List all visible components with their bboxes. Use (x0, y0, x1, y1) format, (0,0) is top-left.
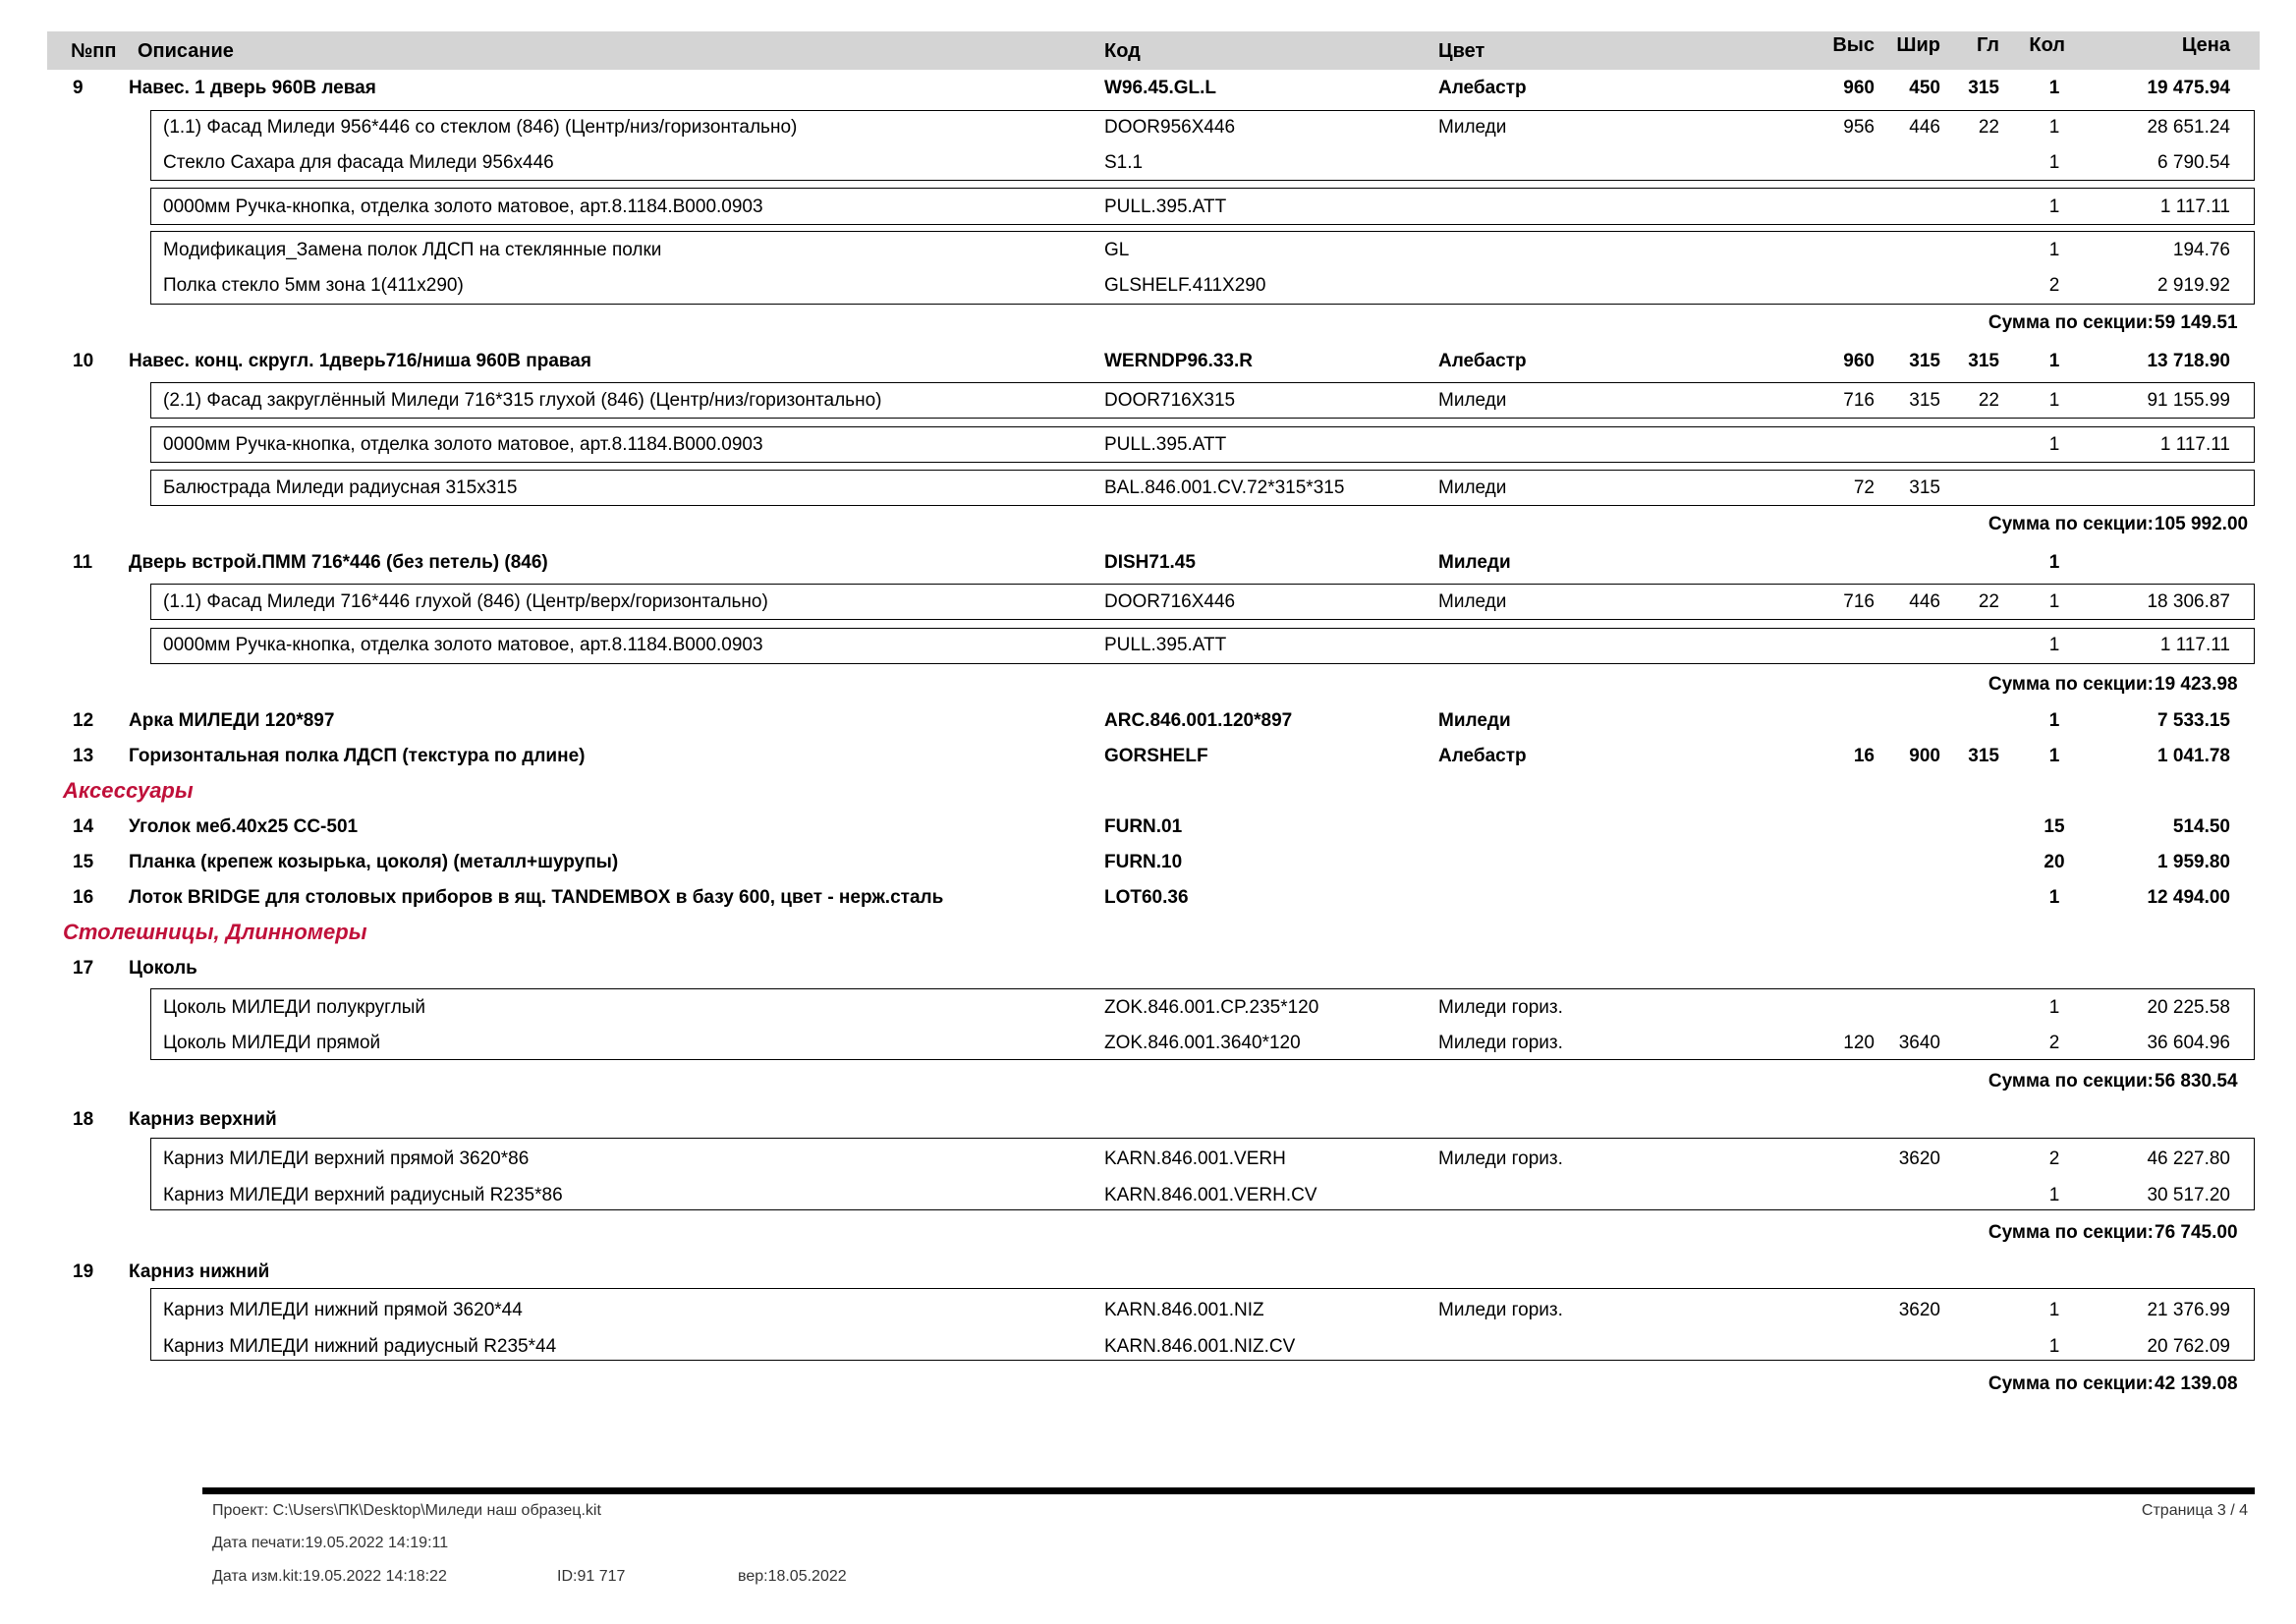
cell-d: 315 (1968, 78, 1999, 98)
cell-price: 91 155.99 (2147, 390, 2230, 411)
cell-desc: 0000мм Ручка-кнопка, отделка золото матовое, арт.8.1184.B000.0903 (163, 196, 763, 217)
sub-item-group-frame (150, 1138, 2255, 1210)
footer-page-number: Страница 3 / 4 (2141, 1502, 2248, 1519)
sub-item-group-frame (150, 231, 2255, 305)
cell-price: 28 651.24 (2147, 117, 2230, 138)
cell-h: 960 (1843, 351, 1875, 371)
cell-qty: 20 (2044, 852, 2065, 872)
cell-w: 900 (1909, 746, 1940, 766)
sub-item-group-frame (150, 382, 2255, 419)
footer-kit-date: Дата изм.kit:19.05.2022 14:18:22 (212, 1568, 447, 1585)
cell-desc: Балюстрада Миледи радиусная 315х315 (163, 477, 518, 498)
cell-code: KARN.846.001.VERH.CV (1104, 1185, 1317, 1205)
cell-qty: 1 (2048, 78, 2060, 98)
cell-num: 9 (73, 78, 84, 98)
cell-qty: 1 (2048, 710, 2060, 731)
section-sum-label: Сумма по секции: (1988, 514, 2154, 534)
cell-color: Миледи гориз. (1438, 997, 1563, 1018)
section-sum-label: Сумма по секции: (1988, 1222, 2154, 1243)
cell-desc: Модификация_Замена полок ЛДСП на стеклянные полки (163, 240, 662, 260)
cell-qty: 1 (2048, 591, 2060, 612)
cell-num: 10 (73, 351, 94, 371)
cell-qty: 1 (2048, 240, 2060, 260)
cell-num: 13 (73, 746, 94, 766)
cell-qty: 2 (2048, 1033, 2060, 1053)
sub-item-group-frame (150, 584, 2255, 620)
section-sum-label: Сумма по секции: (1988, 312, 2154, 333)
cell-qty: 2 (2048, 1148, 2060, 1169)
cell-d: 315 (1968, 351, 1999, 371)
cell-desc: Дверь встрой.ПММ 716*446 (без петель) (846) (129, 552, 548, 573)
cell-num: 15 (73, 852, 94, 872)
cell-w: 450 (1909, 78, 1940, 98)
header-price: Цена (2181, 34, 2230, 56)
cell-w: 3620 (1898, 1300, 1940, 1320)
cell-desc: Полка стекло 5мм зона 1(411х290) (163, 275, 464, 296)
cell-color: Миледи гориз. (1438, 1033, 1563, 1053)
cell-qty: 1 (2048, 1185, 2060, 1205)
cell-num: 17 (73, 958, 94, 979)
cell-code: ZOK.846.001.3640*120 (1104, 1033, 1301, 1053)
sub-item-group-frame (150, 628, 2255, 664)
cell-code: GL (1104, 240, 1130, 260)
section-heading: Столешницы, Длинномеры (63, 920, 367, 944)
sub-item-group-frame (150, 426, 2255, 463)
cell-desc: Стекло Сахара для фасада Миледи 956х446 (163, 152, 554, 173)
cell-color: Миледи (1438, 552, 1511, 573)
cell-code: KARN.846.001.NIZ.CV (1104, 1336, 1296, 1357)
cell-price: 36 604.96 (2147, 1033, 2230, 1053)
cell-qty: 1 (2048, 1300, 2060, 1320)
cell-color: Миледи (1438, 710, 1511, 731)
cell-h: 960 (1843, 78, 1875, 98)
cell-w: 315 (1909, 351, 1940, 371)
sub-item-group-frame (150, 110, 2255, 181)
cell-color: Миледи (1438, 591, 1507, 612)
cell-color: Миледи (1438, 117, 1507, 138)
header-qty: Кол (2029, 34, 2065, 56)
cell-code: LOT60.36 (1104, 887, 1189, 908)
cell-qty: 1 (2048, 887, 2060, 908)
cell-price: 1 959.80 (2157, 852, 2230, 872)
cell-d: 22 (1978, 117, 1999, 138)
cell-w: 3620 (1898, 1148, 1940, 1169)
section-sum-value: 76 745.00 (2155, 1222, 2238, 1243)
header-height: Выс (1832, 34, 1875, 56)
cell-w: 315 (1909, 477, 1940, 498)
cell-qty: 1 (2048, 351, 2060, 371)
cell-code: ZOK.846.001.CP.235*120 (1104, 997, 1319, 1018)
cell-desc: (1.1) Фасад Миледи 956*446 со стеклом (846) (Центр/низ/горизонтально) (163, 117, 798, 138)
cell-code: FURN.10 (1104, 852, 1183, 872)
cell-price: 13 718.90 (2147, 351, 2230, 371)
cell-qty: 1 (2048, 390, 2060, 411)
cell-price: 514.50 (2172, 816, 2230, 837)
section-sum-label: Сумма по секции: (1988, 1071, 2154, 1092)
cell-desc: Карниз МИЛЕДИ верхний радиусный R235*86 (163, 1185, 563, 1205)
cell-price: 20 762.09 (2147, 1336, 2230, 1357)
cell-code: DOOR716X315 (1104, 390, 1236, 411)
cell-w: 3640 (1898, 1033, 1940, 1053)
cell-num: 18 (73, 1109, 94, 1130)
cell-price: 18 306.87 (2147, 591, 2230, 612)
cell-color: Миледи гориз. (1438, 1148, 1563, 1169)
cell-code: DOOR956X446 (1104, 117, 1236, 138)
cell-price: 46 227.80 (2147, 1148, 2230, 1169)
footer-divider (202, 1487, 2255, 1494)
header-description: Описание (138, 40, 234, 62)
cell-desc: Цоколь МИЛЕДИ полукруглый (163, 997, 426, 1018)
cell-desc: 0000мм Ручка-кнопка, отделка золото матовое, арт.8.1184.B000.0903 (163, 434, 763, 455)
footer-project: Проект: C:\Users\ПК\Desktop\Миледи наш образец.kit (212, 1502, 601, 1519)
cell-color: Миледи гориз. (1438, 1300, 1563, 1320)
cell-h: 16 (1853, 746, 1875, 766)
cell-desc: Уголок меб.40х25 СС-501 (129, 816, 359, 837)
cell-num: 19 (73, 1261, 94, 1282)
cell-desc: Цоколь (129, 958, 197, 979)
cell-h: 120 (1843, 1033, 1875, 1053)
cell-qty: 1 (2048, 552, 2060, 573)
footer-print-date: Дата печати:19.05.2022 14:19:11 (212, 1535, 449, 1551)
cell-price: 1 117.11 (2159, 196, 2230, 217)
cell-code: BAL.846.001.CV.72*315*315 (1104, 477, 1345, 498)
cell-h: 72 (1853, 477, 1875, 498)
section-sum-value: 19 423.98 (2155, 674, 2238, 695)
cell-color: Миледи (1438, 390, 1507, 411)
cell-num: 11 (73, 552, 93, 573)
cell-code: W96.45.GL.L (1104, 78, 1217, 98)
footer-version: вер:18.05.2022 (738, 1568, 847, 1585)
header-color: Цвет (1438, 40, 1485, 62)
cell-code: ARC.846.001.120*897 (1104, 710, 1293, 731)
cell-code: FURN.01 (1104, 816, 1183, 837)
cell-num: 14 (73, 816, 94, 837)
cell-qty: 1 (2048, 434, 2060, 455)
cell-desc: Карниз нижний (129, 1261, 270, 1282)
cell-desc: Карниз МИЛЕДИ верхний прямой 3620*86 (163, 1148, 530, 1169)
cell-code: KARN.846.001.VERH (1104, 1148, 1286, 1169)
header-depth: Гл (1976, 34, 1999, 56)
cell-code: PULL.395.ATT (1104, 635, 1227, 655)
cell-code: PULL.395.ATT (1104, 434, 1227, 455)
cell-code: WERNDP96.33.R (1104, 351, 1253, 371)
header-width: Шир (1896, 34, 1940, 56)
cell-color: Алебастр (1438, 351, 1527, 371)
cell-desc: Цоколь МИЛЕДИ прямой (163, 1033, 381, 1053)
cell-price: 20 225.58 (2147, 997, 2230, 1018)
cell-price: 21 376.99 (2147, 1300, 2230, 1320)
cell-code: S1.1 (1104, 152, 1144, 173)
section-sum-value: 42 139.08 (2155, 1373, 2238, 1394)
cell-desc: Карниз МИЛЕДИ нижний прямой 3620*44 (163, 1300, 523, 1320)
header-num: №пп (71, 40, 117, 62)
cell-qty: 1 (2048, 196, 2060, 217)
cell-qty: 1 (2048, 1336, 2060, 1357)
section-sum-label: Сумма по секции: (1988, 1373, 2154, 1394)
cell-code: DISH71.45 (1104, 552, 1196, 573)
header-code: Код (1104, 40, 1141, 62)
footer-id: ID:91 717 (557, 1568, 626, 1585)
cell-price: 12 494.00 (2147, 887, 2230, 908)
cell-desc: Навес. конц. скругл. 1дверь716/ниша 960В правая (129, 351, 591, 371)
cell-num: 12 (73, 710, 94, 731)
cell-qty: 1 (2048, 635, 2060, 655)
cell-price: 1 117.11 (2159, 434, 2230, 455)
cell-desc: Арка МИЛЕДИ 120*897 (129, 710, 335, 731)
sub-item-group-frame (150, 988, 2255, 1060)
sub-item-group-frame (150, 470, 2255, 506)
cell-num: 16 (73, 887, 94, 908)
cell-w: 315 (1909, 390, 1940, 411)
cell-desc: (1.1) Фасад Миледи 716*446 глухой (846) (Центр/верх/горизонтально) (163, 591, 768, 612)
cell-color: Алебастр (1438, 78, 1527, 98)
cell-desc: 0000мм Ручка-кнопка, отделка золото матовое, арт.8.1184.B000.0903 (163, 635, 763, 655)
cell-desc: Горизонтальная полка ЛДСП (текстура по длине) (129, 746, 586, 766)
section-sum-value: 105 992.00 (2155, 514, 2249, 534)
cell-qty: 2 (2048, 275, 2060, 296)
cell-d: 22 (1978, 390, 1999, 411)
cell-qty: 1 (2048, 997, 2060, 1018)
cell-d: 22 (1978, 591, 1999, 612)
cell-color: Миледи (1438, 477, 1507, 498)
cell-h: 956 (1843, 117, 1875, 138)
cell-desc: Карниз МИЛЕДИ нижний радиусный R235*44 (163, 1336, 557, 1357)
cell-price: 194.76 (2172, 240, 2230, 260)
cell-price: 7 533.15 (2157, 710, 2230, 731)
section-heading: Аксессуары (63, 778, 194, 803)
cell-desc: Карниз верхний (129, 1109, 277, 1130)
cell-qty: 15 (2044, 816, 2065, 837)
section-sum-value: 59 149.51 (2155, 312, 2238, 333)
cell-qty: 1 (2048, 152, 2060, 173)
cell-code: DOOR716X446 (1104, 591, 1236, 612)
cell-w: 446 (1909, 117, 1940, 138)
cell-code: KARN.846.001.NIZ (1104, 1300, 1264, 1320)
cell-desc: Навес. 1 дверь 960В левая (129, 78, 376, 98)
cell-desc: Лоток BRIDGE для столовых приборов в ящ. TANDEMBOX в базу 600, цвет - нерж.сталь (129, 887, 944, 908)
section-sum-value: 56 830.54 (2155, 1071, 2238, 1092)
sub-item-group-frame (150, 188, 2255, 225)
cell-price: 1 117.11 (2159, 635, 2230, 655)
cell-price: 2 919.92 (2157, 275, 2230, 296)
cell-code: GORSHELF (1104, 746, 1208, 766)
cell-price: 30 517.20 (2147, 1185, 2230, 1205)
cell-color: Алебастр (1438, 746, 1527, 766)
cell-price: 6 790.54 (2157, 152, 2230, 173)
cell-desc: Планка (крепеж козырька, цоколя) (металл+шурупы) (129, 852, 619, 872)
cell-code: PULL.395.ATT (1104, 196, 1227, 217)
cell-h: 716 (1843, 591, 1875, 612)
cell-qty: 1 (2048, 117, 2060, 138)
cell-d: 315 (1968, 746, 1999, 766)
cell-price: 1 041.78 (2157, 746, 2230, 766)
cell-code: GLSHELF.411X290 (1104, 275, 1266, 296)
cell-h: 716 (1843, 390, 1875, 411)
cell-qty: 1 (2048, 746, 2060, 766)
cell-desc: (2.1) Фасад закруглённый Миледи 716*315 глухой (846) (Центр/низ/горизонтально) (163, 390, 882, 411)
cell-price: 19 475.94 (2147, 78, 2230, 98)
sub-item-group-frame (150, 1288, 2255, 1361)
cell-w: 446 (1909, 591, 1940, 612)
section-sum-label: Сумма по секции: (1988, 674, 2154, 695)
